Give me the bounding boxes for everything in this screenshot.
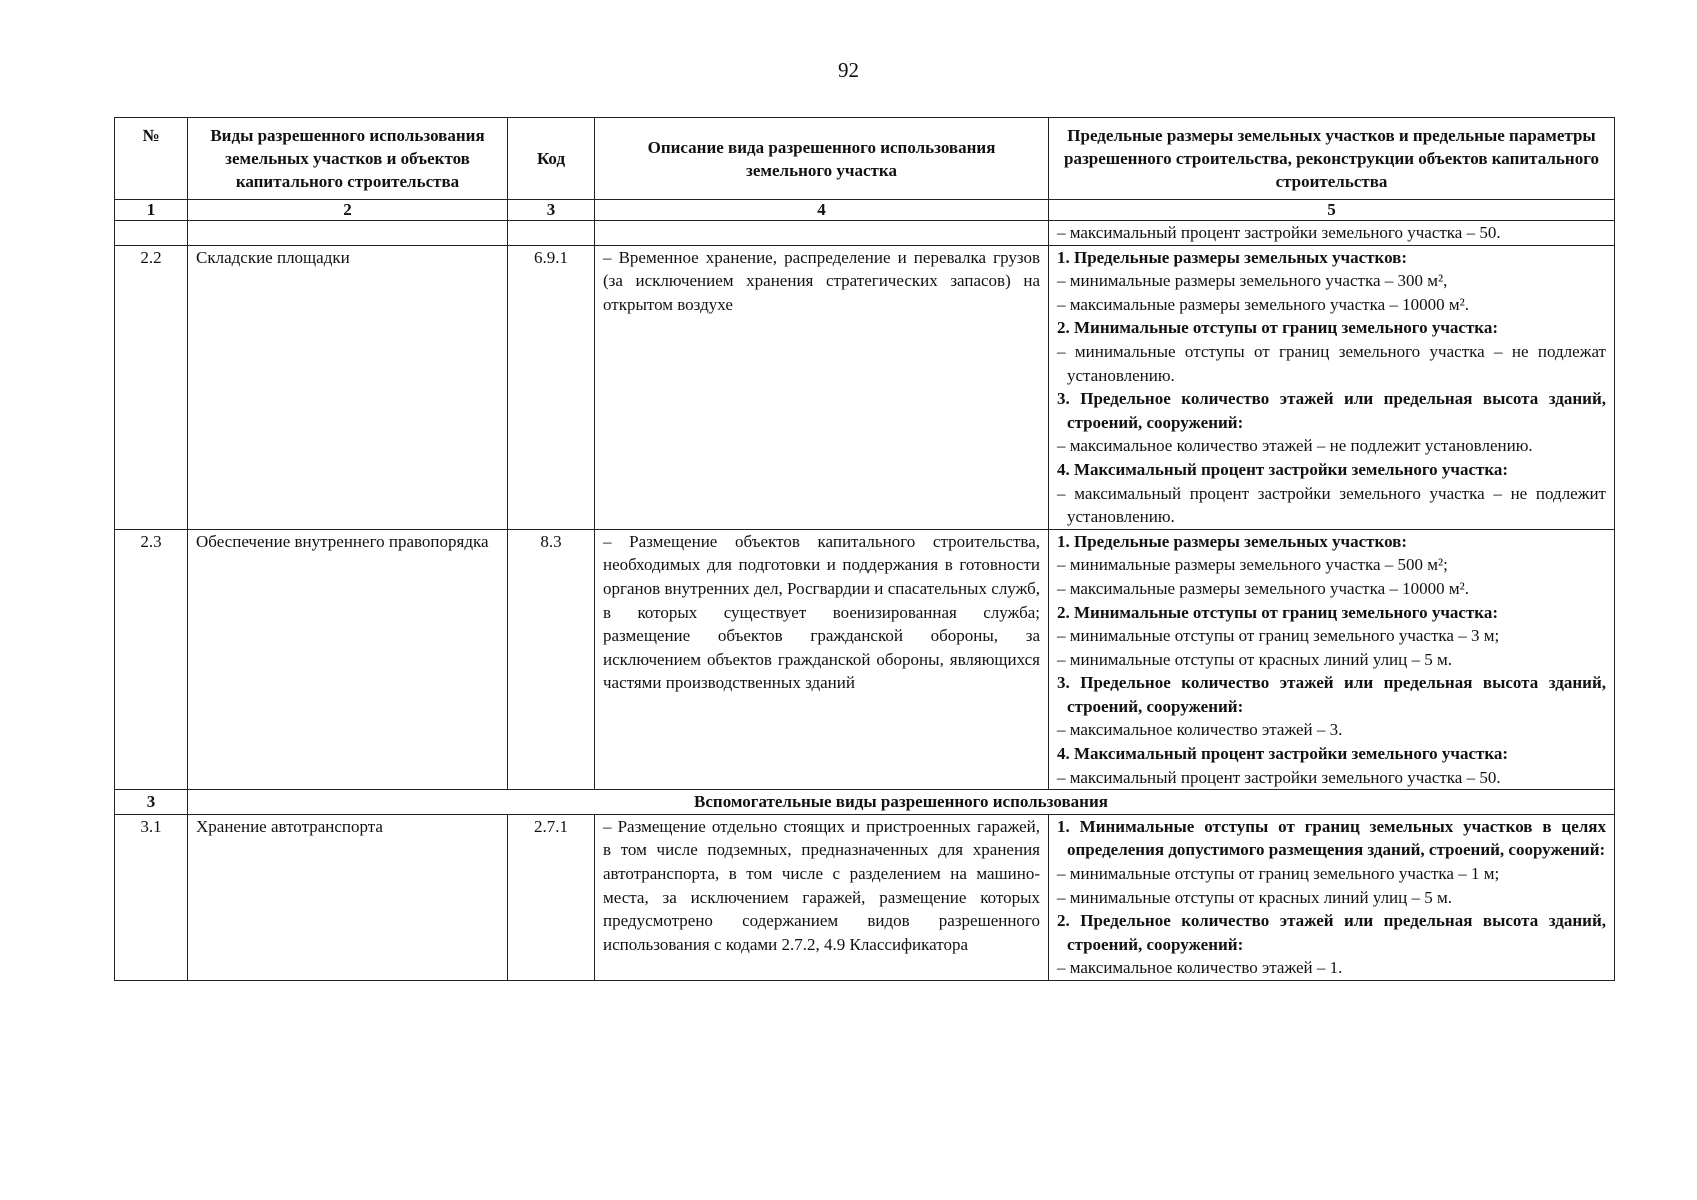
param-line: – максимальное количество этажей – 3. [1057, 720, 1343, 740]
param-heading: 2. Минимальные отступы от границ земельного участка: [1057, 318, 1498, 338]
param-heading: 1. Предельные размеры земельных участков: [1057, 531, 1408, 551]
param-heading: 4. Максимальный процент застройки земельного участка: [1057, 459, 1509, 479]
table-row [115, 814, 1615, 980]
col-header-use-type: Виды разрешенного использования земельных участков и объектов капитального строительства [188, 118, 508, 200]
param-heading: 3. Предельное количество этажей или предельная высота зданий, строений, сооружений: [1057, 389, 1606, 432]
continuation-row [115, 221, 1615, 246]
col-header-no: № [115, 118, 188, 200]
use-description: – Размещение объектов капитального строительства, необходимых для подготовки и поддержания в готовности органов внутренних дел, Росгвардии и спасательных служб, в которых существует военизированная служба; размещение объектов гражданской обороны, за исключением объектов гражданской обороны, являющихся частями производственных зданий [595, 529, 1049, 790]
param-line: – минимальные отступы от красных линий улиц – 5 м. [1057, 649, 1453, 669]
param-heading: 1. Предельные размеры земельных участков: [1057, 247, 1408, 267]
use-description: – Размещение отдельно стоящих и пристроенных гаражей, в том числе подземных, предназначенных для хранения автотранспорта, в том числе с разделением на машино-места, за исключением гаражей, размещение которых предусмотрено содержанием видов разрешенного использования с кодами 2.7.2, 4.9 Классификатора [595, 814, 1049, 980]
col-header-parameters: Предельные размеры земельных участков и предельные параметры разрешенного строительства, реконструкции объектов капитального строительства [1049, 118, 1615, 200]
param-line: – минимальные отступы от красных линий улиц – 5 м. [1057, 887, 1453, 907]
use-code: 8.3 [508, 529, 595, 790]
param-line: – минимальные отступы от границ земельного участка – не подлежат установлению. [1057, 341, 1606, 385]
param-heading: 1. Минимальные отступы от границ земельных участков в целях определения допустимого размещения зданий, строений, сооружений: [1057, 816, 1606, 860]
use-code: 6.9.1 [508, 245, 595, 529]
parameters-cell [1049, 245, 1615, 529]
page-number: 92 [838, 58, 859, 82]
param-line: – максимальные размеры земельного участка – 10000 м². [1057, 578, 1469, 598]
param-heading: 2. Предельное количество этажей или предельная высота зданий, строений, сооружений: [1057, 911, 1606, 954]
use-type-name: Хранение автотранспорта [188, 814, 508, 980]
table-row [115, 245, 1615, 529]
use-code: 2.7.1 [508, 814, 595, 980]
row-number: 2.3 [115, 529, 188, 790]
param-line: – максимальное количество этажей – не подлежит установлению. [1057, 436, 1533, 456]
use-type-name: Обеспечение внутреннего правопорядка [188, 529, 508, 790]
use-description: – Временное хранение, распределение и перевалка грузов (за исключением хранения стратегических запасов) на открытом воздухе [595, 245, 1049, 529]
parameters-cell [1049, 814, 1615, 980]
col-number: 3 [508, 200, 595, 221]
col-number: 2 [188, 200, 508, 221]
param-heading: 3. Предельное количество этажей или предельная высота зданий, строений, сооружений: [1057, 673, 1606, 716]
section-row [115, 790, 1615, 815]
col-header-code: Код [508, 118, 595, 200]
row-number: 2.2 [115, 245, 188, 529]
section-number: 3 [115, 790, 188, 815]
param-line: – минимальные размеры земельного участка – 500 м²; [1057, 555, 1448, 575]
param-line: – минимальные отступы от границ земельного участка – 3 м; [1057, 626, 1500, 646]
land-use-table [114, 117, 1615, 981]
param-line: – минимальные отступы от границ земельного участка – 1 м; [1057, 864, 1500, 884]
header-row [115, 118, 1615, 200]
param-line: – максимальный процент застройки земельного участка – 50. [1057, 767, 1501, 787]
use-type-name: Складские площадки [188, 245, 508, 529]
col-header-description: Описание вида разрешенного использования земельного участка [595, 118, 1049, 200]
parameters-cell [1049, 529, 1615, 790]
param-heading: 4. Максимальный процент застройки земельного участка: [1057, 744, 1509, 764]
column-number-row [115, 200, 1615, 221]
col-number: 4 [595, 200, 1049, 221]
param-heading: 2. Минимальные отступы от границ земельного участка: [1057, 602, 1498, 622]
param-line: – максимальные размеры земельного участка – 10000 м². [1057, 294, 1469, 314]
param-line: – максимальное количество этажей – 1. [1057, 958, 1343, 978]
section-title: Вспомогательные виды разрешенного использования [188, 790, 1615, 815]
param-line: – минимальные размеры земельного участка – 300 м², [1057, 271, 1448, 291]
param-line: – максимальный процент застройки земельного участка – 50. [1057, 223, 1501, 242]
col-number: 1 [115, 200, 188, 221]
param-line: – максимальный процент застройки земельного участка – не подлежит установлению. [1057, 483, 1606, 527]
col-number: 5 [1049, 200, 1615, 221]
row-number: 3.1 [115, 814, 188, 980]
table-row [115, 529, 1615, 790]
